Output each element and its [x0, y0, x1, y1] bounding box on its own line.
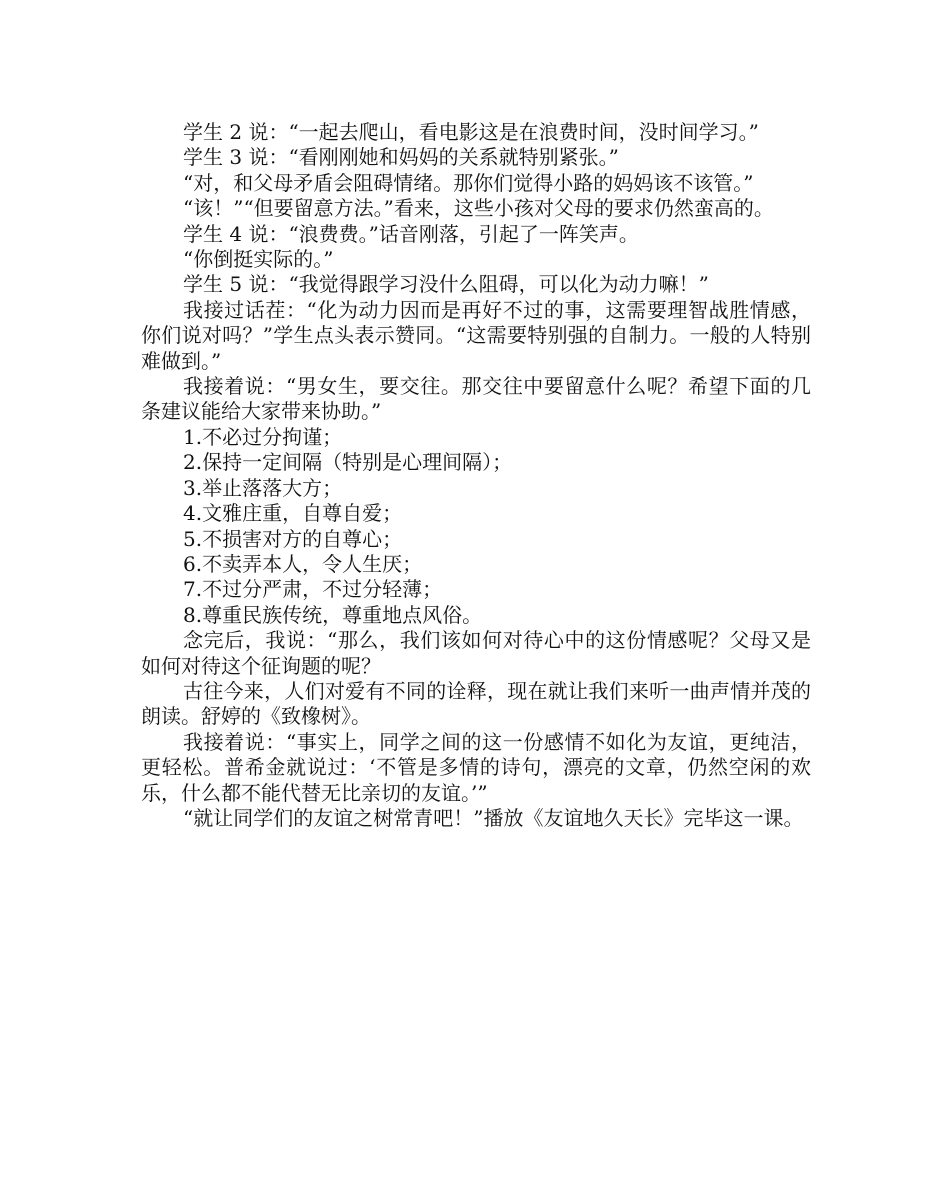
paragraph-student-4: 学生 4 说：“浪费费。”话音刚落，引起了一阵笑声。 — [183, 221, 639, 246]
list-item-advice-1: 1.不必过分拘谨； — [183, 424, 343, 449]
paragraph-student-2: 学生 2 说：“一起去爬山，看电影这是在浪费时间，没时间学习。” — [183, 120, 759, 144]
paragraph-student-5: 学生 5 说：“我觉得跟学习没什么阻碍，可以化为动力嘛！” — [183, 272, 709, 297]
paragraph-parents-conflict: “对，和父母矛盾会阻碍情绪。那你们觉得小路的妈妈该不该管。” — [183, 170, 754, 195]
paragraph-should-manage: “该！”“但要留意方法。”看来，这些小孩对父母的要求仍然蛮高的。 — [183, 196, 774, 221]
list-item-advice-6: 6.不卖弄本人，令人生厌； — [183, 551, 423, 576]
document-body — [141, 120, 811, 831]
list-item-advice-4: 4.文雅庄重，自尊自爱； — [183, 501, 403, 526]
list-item-advice-7: 7.不过分严肃，不过分轻薄； — [183, 577, 443, 602]
paragraph-practical: “你倒挺实际的。” — [183, 247, 334, 272]
paragraph-closing: “就让同学们的友谊之树常青吧！”播放《友谊地久天长》完毕这一课。 — [183, 805, 804, 830]
paragraph-motivation: 我接过话茬：“化为动力因而是再好不过的事，这需要理智战胜情感，你们说对吗？”学生点头表示赞同。“这需要特别强的自制力。一般的人特别难做到。” — [141, 297, 811, 373]
list-item-advice-3: 3.举止落落大方； — [183, 475, 343, 500]
list-item-advice-8: 8.尊重民族传统，尊重地点风俗。 — [183, 602, 483, 627]
paragraph-student-3: 学生 3 说：“看刚刚她和妈妈的关系就特别紧张。” — [183, 145, 619, 170]
paragraph-friendship: 我接着说：“事实上，同学之间的这一份感情不如化为友谊，更纯洁，更轻松。普希金就说过：‘不管是多情的诗句，漂亮的文章，仍然空闲的欢乐，什么都不能代替无比亲切的友谊。’” — [141, 729, 811, 805]
paragraph-poem-reading: 古往今来，人们对爱有不同的诠释，现在就让我们来听一曲声情并茂的朗读。舒婷的《致橡树》。 — [141, 678, 811, 729]
list-item-advice-5: 5.不损害对方的自尊心； — [183, 526, 403, 551]
paragraph-after-reading: 念完后，我说：“那么，我们该如何对待心中的这份情感呢？父母又是如何对待这个征询题的呢？ — [141, 628, 811, 678]
paragraph-advice-intro: 我接着说：“男女生，要交往。那交往中要留意什么呢？希望下面的几条建议能给大家带来协助。” — [141, 374, 811, 424]
list-item-advice-2: 2.保持一定间隔（特别是心理间隔）； — [183, 450, 513, 475]
